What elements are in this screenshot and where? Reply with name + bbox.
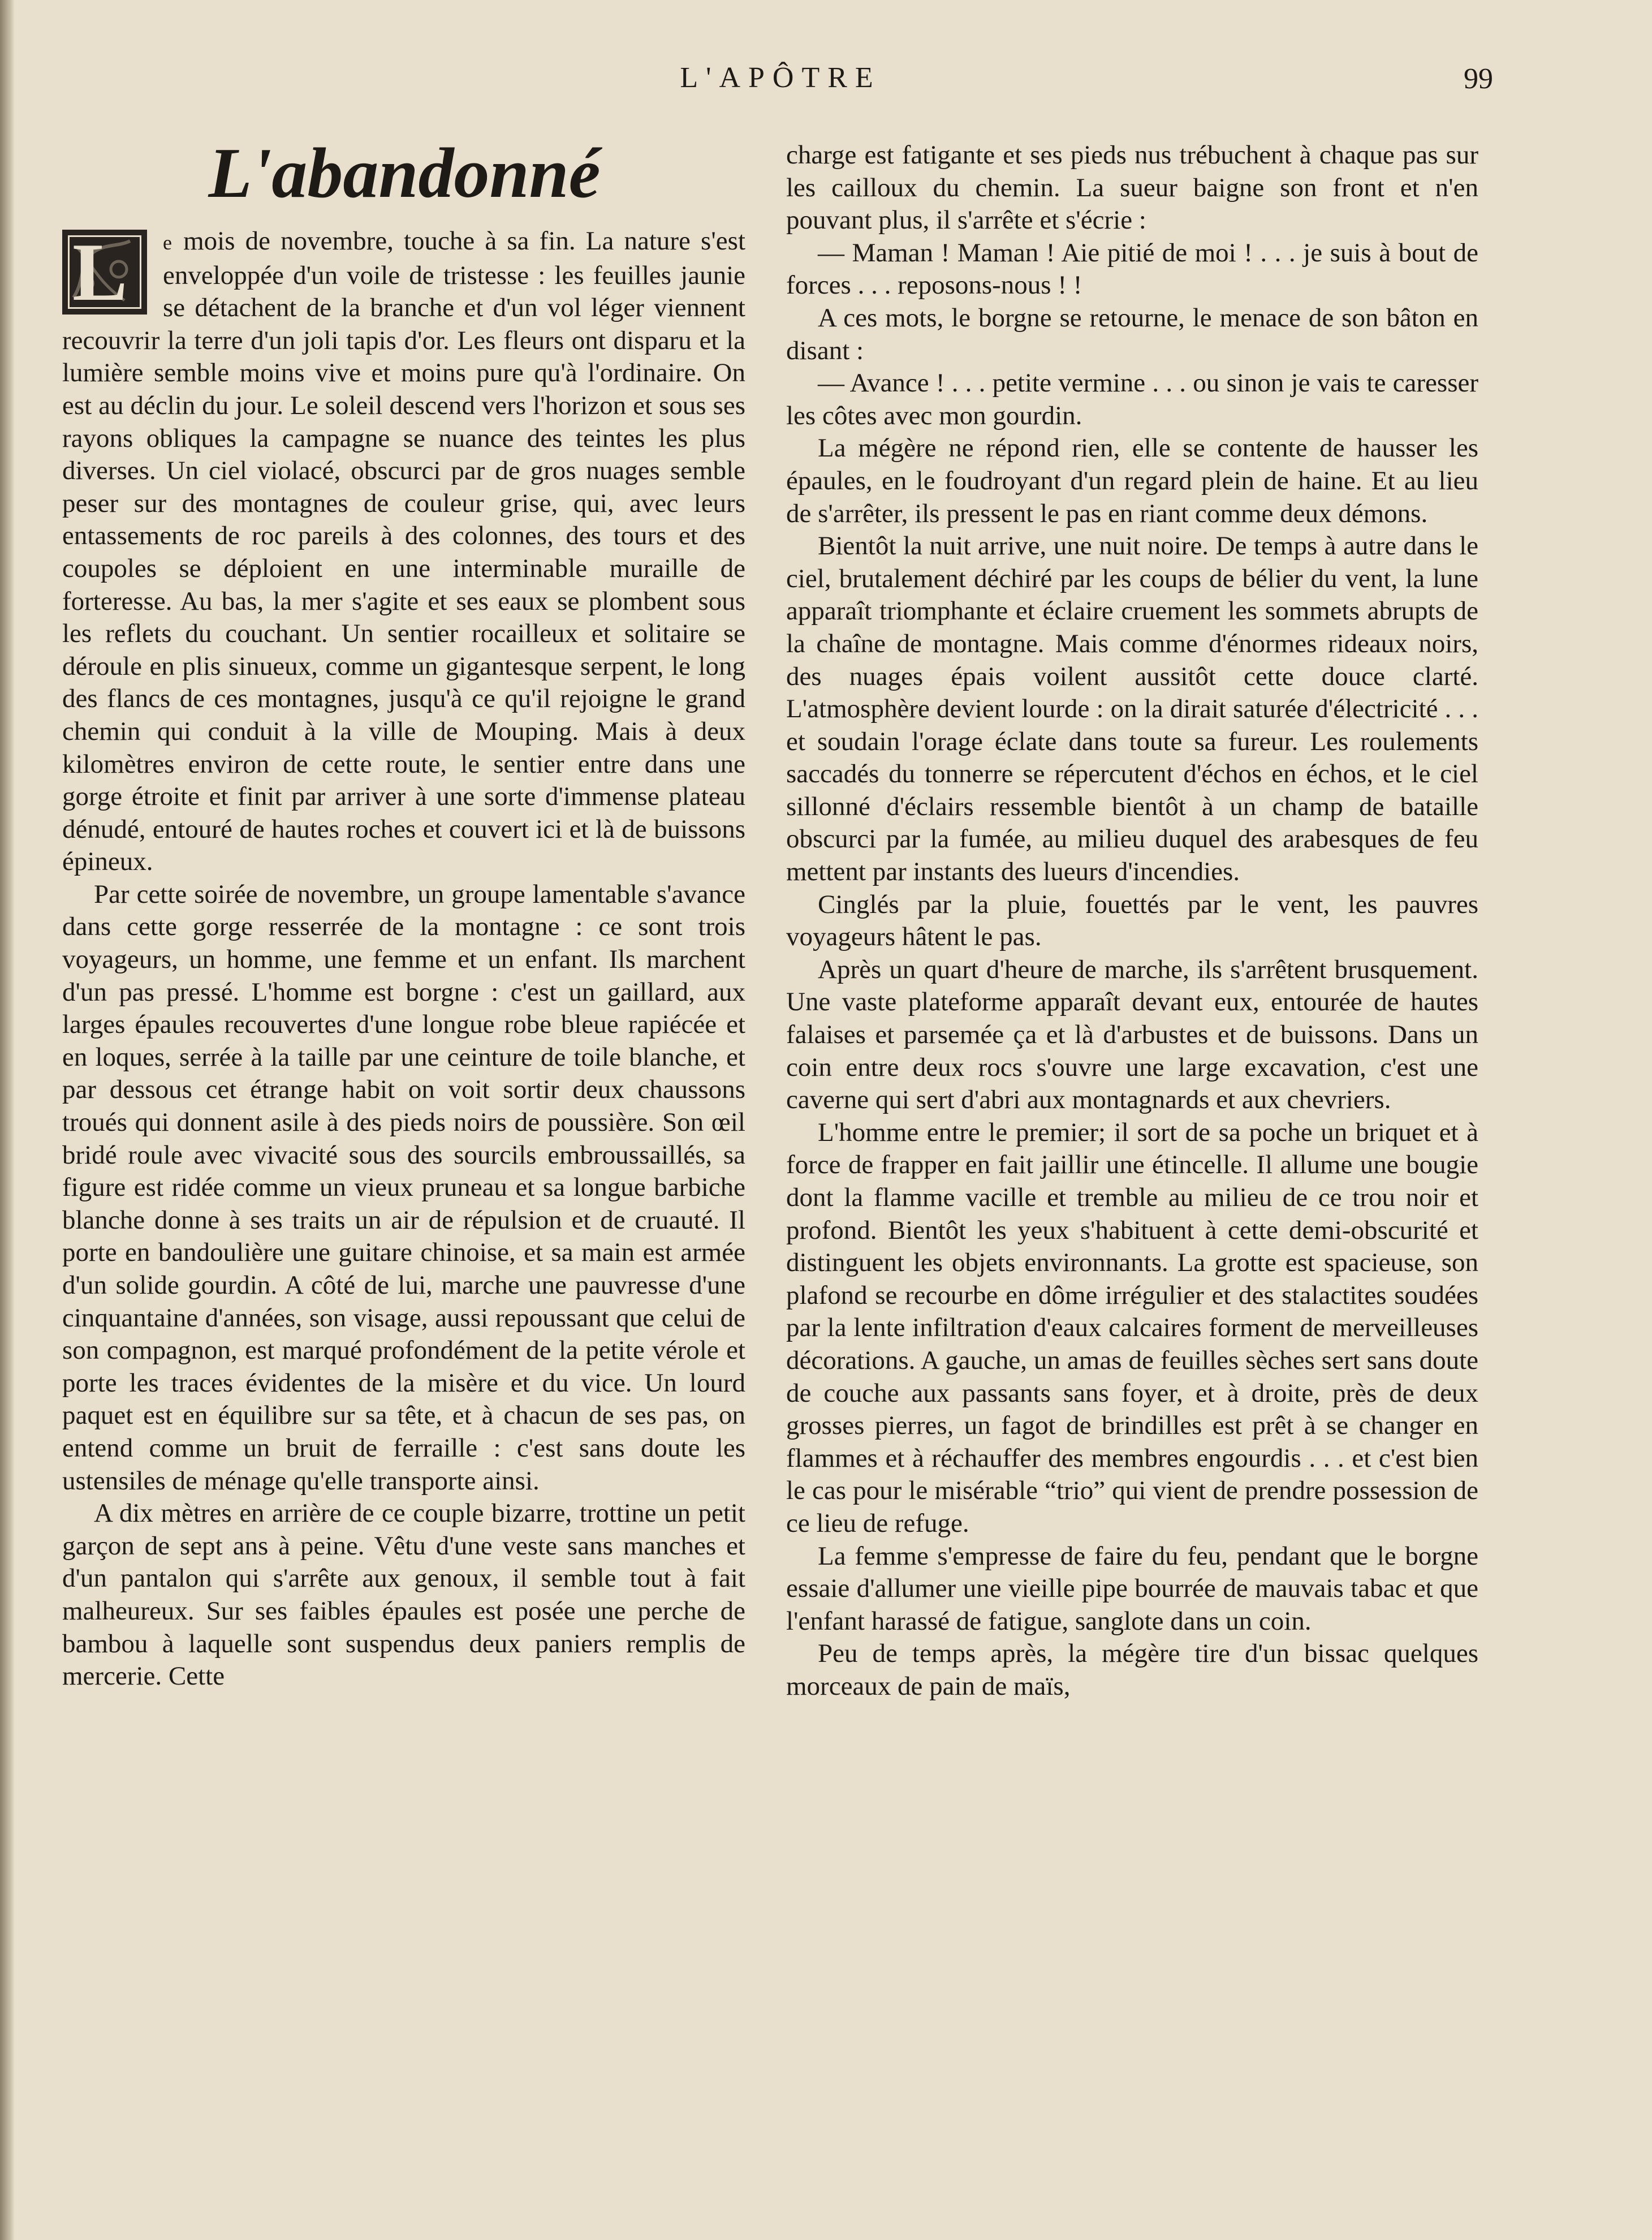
paragraph: A ces mots, le borgne se retourne, le menace de son bâton en disant : [786,303,1478,365]
left-column [62,225,745,1693]
paragraph: Bientôt la nuit arrive, une nuit noire. De temps à autre dans le ciel, brutalement déchiré par les coups de bélier du vent, la lune apparaît triomphante et éclaire cruement les sommets abrupts de la chaîne de montagne. Mais comme d'énormes rideaux noirs, des nuages épais voilent aussitôt cette douce clarté. L'atmosphère devient lourde : on la dirait saturée d'électricité . . . et soudain l'orage éclate dans toute sa fureur. Les roulements saccadés du tonnerre se répercutent d'échos en échos, et le ciel sillonné d'éclairs ressemble bientôt à un champ de bataille obscurci par la fumée, au milieu duquel des arabesques de feu mettent par instants des lueurs d'incendies. [786,531,1478,887]
article-title: L'abandonné [208,134,601,213]
paragraph: La mégère ne répond rien, elle se contente de hausser les épaules, en le foudroyant d'un regard plein de haine. Et au lieu de s'arrêter, ils pressent le pas en riant comme deux démons. [786,433,1478,528]
dropcap-letter: L [72,226,128,318]
paragraph: Peu de temps après, la mégère tire d'un bissac quelques morceaux de pain de maïs, [786,1639,1478,1701]
lead-smallcap: e [163,231,173,254]
paragraph: A dix mètres en arrière de ce couple bizarre, trottine un petit garçon de sept ans à peine. Vêtu d'une veste sans manches et d'un pantalon qui s'arrête aux genoux, il semble tout à fait malheureux. Sur ses faibles épaules est posée une perche de bambou à laquelle sont suspendus deux paniers remplis de mercerie. Cette [62,1498,745,1691]
paragraph: Cinglés par la pluie, fouettés par le vent, les pauvres voyageurs hâtent le pas. [786,889,1478,952]
paragraph-text: mois de novembre, touche à sa fin. La nature s'est enveloppée d'un voile de tristesse : les feuilles jaunie se détachent de la branche et d'un vol léger viennent recouvrir la terre d'un joli tapis d'or. Les fleurs ont disparu et la lumière semble moins vive et moins pure qu'à l'ordinaire. On est au déclin du jour. Le soleil descend vers l'horizon et sous ses rayons obliques la campagne se nuance des teintes les plus diverses. Un ciel violacé, obscurci par de gros nuages semble peser sur des montagnes de couleur grise, qui, avec leurs entassements de roc pareils à des colonnes, des tours et des coupoles se déploient en une interminable muraille de forteresse. Au bas, la mer s'agite et ses eaux se plombent sous les reflets du couchant. Un sentier rocailleux et solitaire se déroule en plis sinueux, comme un gigantesque serpent, le long des flancs de ces montagnes, jusqu'à ce qu'il rejoigne le grand chemin qui conduit à la ville de Mouping. Mais à deux kilomètres environ de cette route, le sentier entre dans une gorge étroite et finit par arriver à une sorte d'immense plateau dénudé, entouré de hautes roches et couvert ici et là de buissons épineux. [62,226,745,877]
ornate-dropcap-icon [62,226,147,318]
page-binding-edge [0,0,15,2240]
paragraph: La femme s'empresse de faire du feu, pendant que le borgne essaie d'allumer une vieille pipe bourrée de mauvais tabac et que l'enfant harassé de fatigue, sanglote dans un coin. [786,1541,1478,1636]
paragraph: Après un quart d'heure de marche, ils s'arrêtent brusquement. Une vaste plateforme apparaît devant eux, entourée de hautes falaises et parsemée ça et là d'arbustes et de buissons. Dans un coin entre deux rocs s'ouvre une large excavation, c'est une caverne qui sert d'abri aux montagnards et aux chevriers. [786,954,1478,1115]
dialogue-paragraph: — Maman ! Maman ! Aie pitié de moi ! . . . je suis à bout de forces . . . reposons-nous ! ! [786,238,1478,300]
right-column [786,139,1478,1703]
running-header: L'APÔTRE [680,62,881,94]
paragraph: charge est fatigante et ses pieds nus trébuchent à chaque pas sur les cailloux du chemin. La sueur baigne son front et n'en pouvant plus, il s'arrête et s'écrie : [786,140,1478,235]
page-number: 99 [1464,63,1493,95]
paragraph [62,225,745,878]
dialogue-paragraph: — Avance ! . . . petite vermine . . . ou sinon je vais te caresser les côtes avec mon gourdin. [786,368,1478,430]
paragraph: L'homme entre le premier; il sort de sa poche un briquet et à force de frapper en fait jaillir une étincelle. Il allume une bougie dont la flamme vacille et tremble au milieu de ce trou noir et profond. Bientôt les yeux s'habituent à cette demi-obscurité et distinguent les objets environnants. La grotte est spacieuse, son plafond se recourbe en dôme irrégulier et des stalactites soudées par la lente infiltration d'eaux calcaires forment de merveilleuses décorations. A gauche, un amas de feuilles sèches sert sans doute de couche aux passants sans foyer, et à droite, près de deux grosses pierres, un fagot de brindilles est prêt à se changer en flammes et à réchauffer des membres engourdis . . . et c'est bien le cas pour le misérable “trio” qui vient de prendre possession de ce lieu de refuge. [786,1117,1478,1538]
paragraph: Par cette soirée de novembre, un groupe lamentable s'avance dans cette gorge resserrée de la montagne : ce sont trois voyageurs, un homme, une femme et un enfant. Ils marchent d'un pas pressé. L'homme est borgne : c'est un gaillard, aux larges épaules recouvertes d'une longue robe bleue rapiécée et en loques, serrée à la taille par une ceinture de toile blanche, et par dessous cet étrange habit on voit sortir deux chaussons troués qui donnent asile à des pieds noirs de poussière. Son œil bridé roule avec vivacité sous des sourcils embroussaillés, sa figure est ridée comme un vieux pruneau et sa longue barbiche blanche donne à ses traits un air de répulsion et de cruauté. Il porte en bandoulière une guitare chinoise, et sa main est armée d'un solide gourdin. A côté de lui, marche une pauvresse d'une cinquantaine d'années, son visage, aussi repoussant que celui de son compagnon, est marqué profondément de la petite vérole et porte les traces évidentes de la misère et du vice. Un lourd paquet est en équilibre sur sa tête, et à chacun de ses pas, on entend comme un bruit de ferraille : c'est sans doute les ustensiles de ménage qu'elle transporte ainsi. [62,879,745,1496]
